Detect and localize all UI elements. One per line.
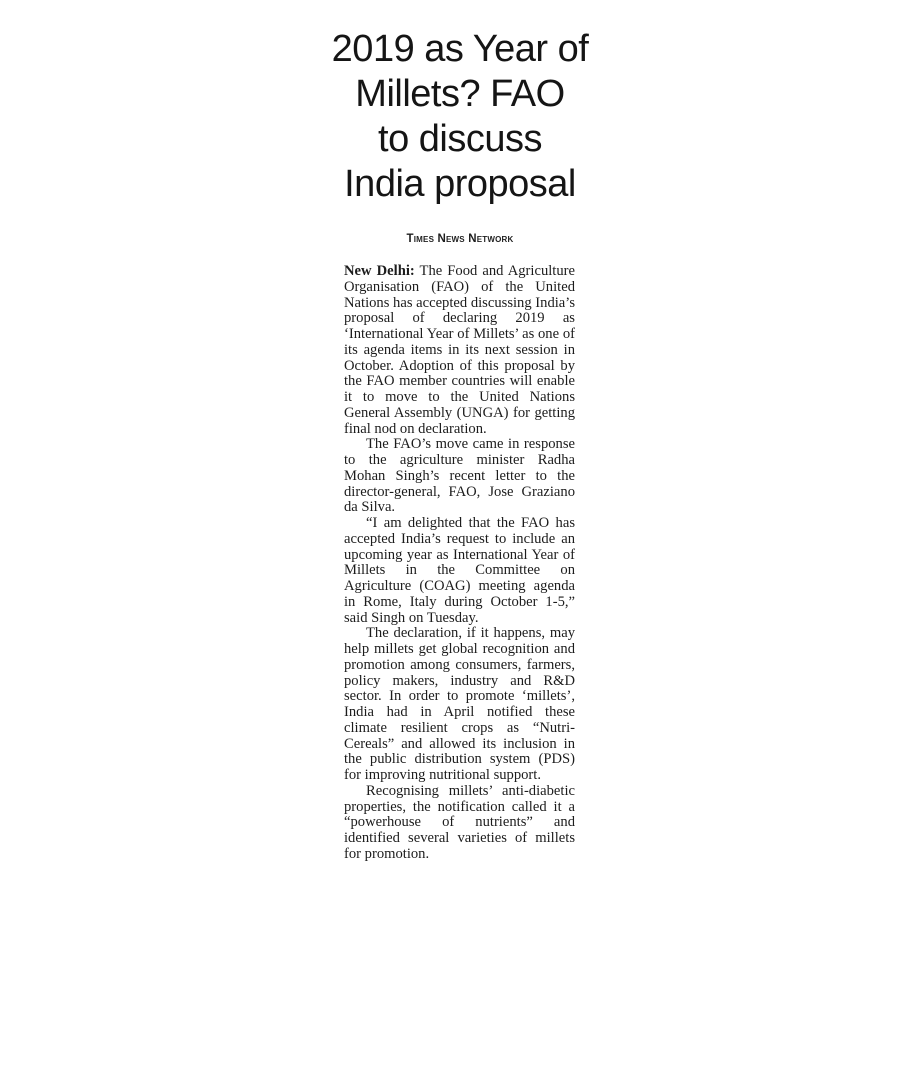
headline-line: India proposal xyxy=(344,163,576,205)
article-body xyxy=(344,264,575,863)
paragraph-text: The Food and Agriculture Organisation (FAO) of the United Nations has accepted discussing India’s proposal of declaring 2019 as ‘International Year of Millets’ as one of its agenda items in its next session in October. Adoption of this proposal by the FAO member countries will enable it to move to the United Nations General Assembly (UNGA) for getting final nod on declaration. xyxy=(344,263,576,437)
paragraph-5: Recognising millets’ anti-diabetic properties, the notification called it a “powerhouse of nutrients” and identified several varieties of millets for promotion. xyxy=(344,782,575,862)
paragraph-4: The declaration, if it happens, may help millets get global recognition and promotion among consumers, farmers, policy makers, industry and R&D sector. In order to promote ‘millets’, India had in April notified these climate resilient crops as “Nutri-Cereals” and allowed its inclusion in the public distribution system (PDS) for improving nutritional support. xyxy=(344,625,575,783)
dateline: New Delhi: xyxy=(344,263,415,279)
headline xyxy=(300,27,620,207)
headline-line: 2019 as Year of xyxy=(331,28,589,70)
paragraph-2: The FAO’s move came in response to the agriculture minister Radha Mohan Singh’s recent letter to the director-general, FAO, Jose Graziano da Silva. xyxy=(344,436,575,516)
paragraph-1 xyxy=(344,264,575,437)
headline-line: Millets? FAO xyxy=(355,73,565,115)
headline-line: to discuss xyxy=(378,118,542,160)
byline: Times News Network xyxy=(406,233,514,245)
paragraph-3: “I am delighted that the FAO has accepted India’s request to include an upcoming year as International Year of Millets in the Committee on Agriculture (COAG) meeting agenda in Rome, Italy during October 1-5,” said Singh on Tuesday. xyxy=(344,515,575,626)
